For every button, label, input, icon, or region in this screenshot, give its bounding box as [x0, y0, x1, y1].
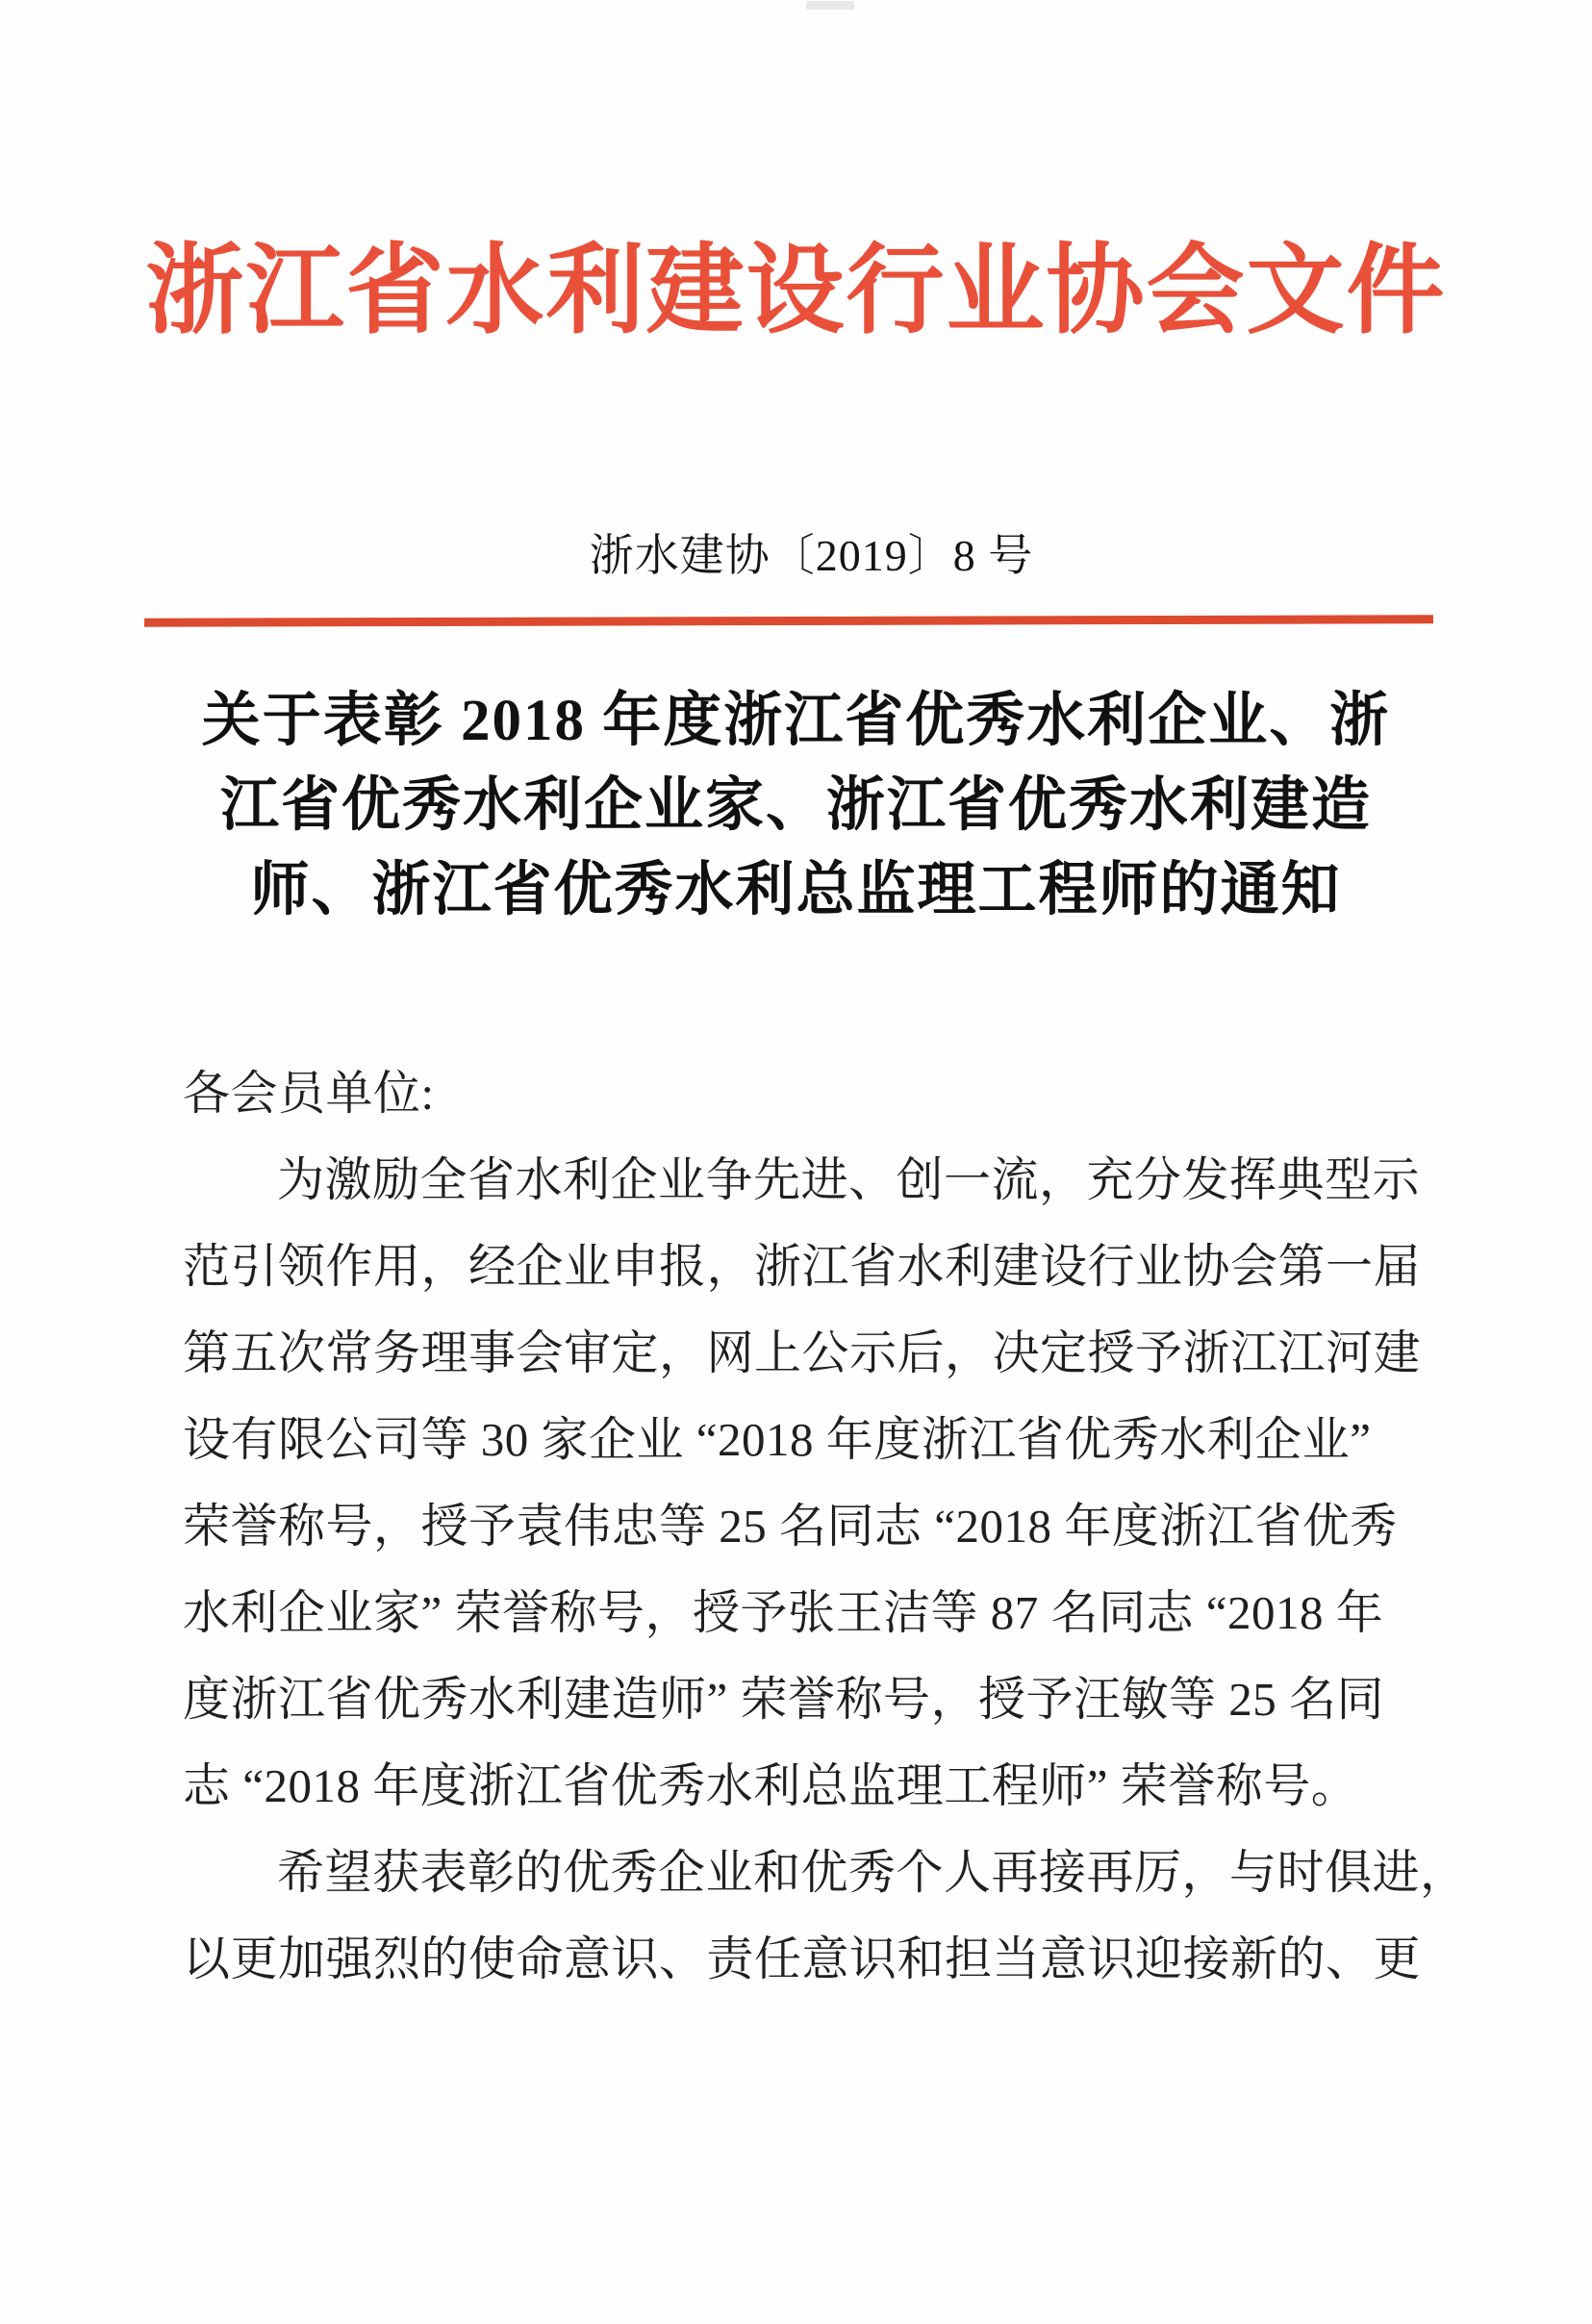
- notice-title-line: 关于表彰 2018 年度浙江省优秀水利企业、浙: [201, 689, 1391, 753]
- body-text-line: 志 “2018 年度浙江省优秀水利总监理工程师” 荣誉称号。: [183, 1759, 1359, 1812]
- salutation: 各会员单位:: [183, 1067, 435, 1120]
- notice-title: [0, 679, 1592, 933]
- organization-masthead: 浙江省水利建设行业协会文件: [145, 238, 1447, 346]
- document-reference-number: 浙水建协〔2019〕8 号: [589, 531, 1034, 580]
- scan-smudge-artifact: [806, 1, 854, 10]
- body-text-line: 设有限公司等 30 家企业 “2018 年度浙江省优秀水利企业”: [183, 1413, 1372, 1466]
- body-text-line: 第五次常务理事会审定，网上公示后，决定授予浙江江河建: [183, 1326, 1422, 1379]
- document-body: [183, 1050, 1468, 2003]
- body-text-line: 希望获表彰的优秀企业和优秀个人再接再厉，与时俱进，: [277, 1846, 1468, 1899]
- body-text-line: 以更加强烈的使命意识、责任意识和担当意识迎接新的、更: [183, 1932, 1422, 1985]
- body-text-line: 度浙江省优秀水利建造师” 荣誉称号，授予汪敏等 25 名同: [183, 1673, 1384, 1726]
- body-text-line: 荣誉称号，授予袁伟忠等 25 名同志 “2018 年度浙江省优秀: [183, 1500, 1398, 1553]
- notice-title-line: 江省优秀水利企业家、浙江省优秀水利建造: [219, 773, 1372, 838]
- body-text-line: 水利企业家” 荣誉称号，授予张王洁等 87 名同志 “2018 年: [183, 1586, 1384, 1639]
- body-paragraph-1: [183, 1137, 1422, 1830]
- notice-title-line: 师、浙江省优秀水利总监理工程师的通知: [250, 858, 1342, 922]
- body-text-line: 范引领作用，经企业申报，浙江省水利建设行业协会第一届: [183, 1240, 1422, 1293]
- red-divider-line: [144, 615, 1433, 627]
- body-text-line: 为激励全省水利企业争先进、创一流，充分发挥典型示: [277, 1153, 1421, 1206]
- body-paragraph-2: [183, 1830, 1468, 2003]
